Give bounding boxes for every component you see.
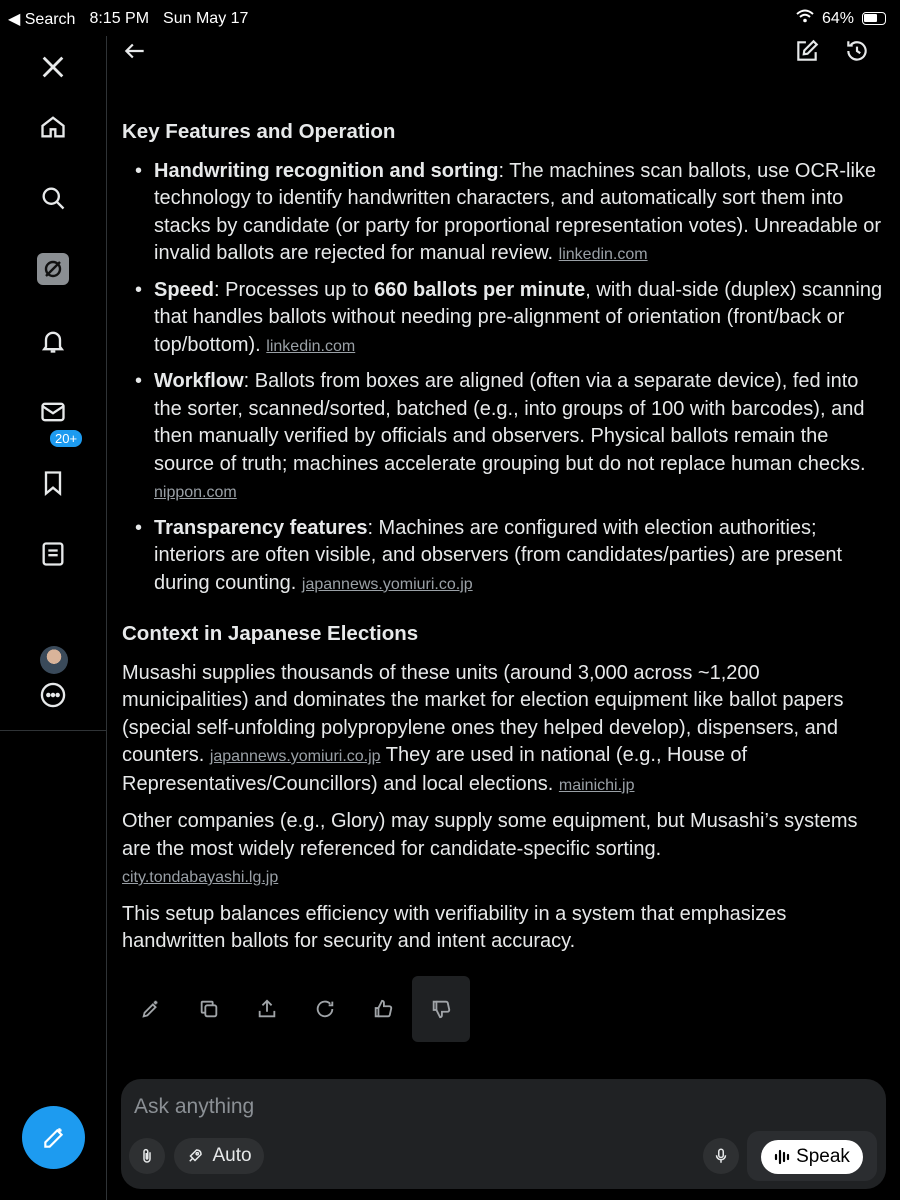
section-title: Key Features and Operation	[122, 120, 396, 143]
ask-composer	[121, 1079, 886, 1189]
voice-wave-icon	[774, 1148, 790, 1166]
rocket-icon	[186, 1147, 204, 1165]
list-item	[122, 158, 890, 269]
paragraph	[122, 808, 890, 892]
copy-icon[interactable]	[180, 976, 238, 1042]
grok-topbar	[108, 36, 900, 96]
citation-link[interactable]: japannews.yomiuri.co.jp	[209, 748, 381, 765]
grok-response	[122, 118, 890, 965]
new-chat-icon[interactable]	[794, 38, 826, 70]
bullet-highlight: 660 ballots per minute	[374, 278, 586, 301]
citation-link[interactable]: japannews.yomiuri.co.jp	[301, 575, 473, 593]
speak-button[interactable]	[761, 1140, 863, 1174]
battery-percent: 64%	[821, 9, 854, 27]
attach-button[interactable]	[129, 1138, 165, 1174]
home-icon[interactable]	[30, 104, 76, 150]
more-icon[interactable]	[30, 672, 76, 718]
share-icon[interactable]	[238, 976, 296, 1042]
bullet-text: : Ballots from boxes are aligned (often via a separate device), fed into the sorter, scanned/sorted, batched (e.g., into groups of 100 with barcodes), and then manually verified by officials and observers. Physical ballots remain the source of truth; machines accelerate grouping but do not replace human checks.	[154, 370, 866, 475]
microphone-icon	[712, 1147, 730, 1165]
citation-link[interactable]: linkedin.com	[266, 337, 356, 355]
citation-link[interactable]: nippon.com	[154, 484, 237, 501]
bullet-text: : The machines scan ballots, use OCR-like technology to identify handwritten characters, and automatically sort them into stacks by candidate (or party for proportional representation votes). Unreadable or invalid ballots are rejected for manual review.	[154, 159, 882, 264]
wifi-icon	[796, 9, 814, 28]
response-actions	[122, 976, 470, 1044]
paragraph-text: Other companies (e.g., Glory) may supply some equipment, but Musashi’s systems are the most widely referenced for candidate-specific sorting.	[122, 810, 858, 860]
sidebar-divider	[0, 730, 107, 731]
bookmarks-icon[interactable]	[30, 460, 76, 506]
compose-icon	[41, 1125, 67, 1151]
profile-avatar[interactable]	[40, 646, 68, 674]
regenerate-edit-icon[interactable]	[122, 976, 180, 1042]
mode-selector-button[interactable]	[174, 1138, 264, 1174]
paragraph-text: Musashi supplies thousands of these units (around 3,000 across ~1,200 municipalities) and dominates the market for election equipment like ballot papers (special self-unfolding polypropylene ones they helped develop), dispensers, and counters.	[122, 661, 844, 766]
lists-icon[interactable]	[30, 531, 76, 577]
mode-label: Auto	[212, 1145, 252, 1166]
battery-icon	[862, 12, 886, 25]
status-bar	[0, 0, 900, 36]
list-item	[122, 515, 890, 599]
speak-container	[747, 1131, 877, 1181]
sidebar	[0, 36, 107, 1200]
search-icon[interactable]	[30, 175, 76, 221]
back-arrow-icon[interactable]	[122, 38, 154, 70]
citation-link[interactable]: mainichi.jp	[558, 776, 635, 794]
notifications-icon[interactable]	[30, 318, 76, 364]
history-icon[interactable]	[844, 38, 876, 70]
compose-post-button[interactable]	[22, 1106, 85, 1169]
features-list	[122, 158, 890, 599]
status-date: Sun May 17	[163, 10, 249, 27]
ask-input[interactable]: Ask anything	[134, 1095, 255, 1118]
bullet-text: : Processes up to	[214, 278, 375, 301]
paragraph-text: They are used in national (e.g., House of Representatives/Councillors) and local elections.	[122, 744, 748, 795]
paperclip-icon	[138, 1147, 156, 1165]
paragraph: This setup balances efficiency with verifiability in a system that emphasizes handwritten ballots for security and intent accuracy.	[122, 902, 787, 952]
list-item	[122, 277, 890, 361]
bullet-text: : Machines are configured with election authorities; interiors are often visible, and observers (from candidates/parties) are present during counting.	[154, 516, 843, 594]
back-to-app[interactable]: ◀ Search	[8, 11, 76, 28]
citation-link[interactable]: linkedin.com	[558, 246, 648, 263]
grok-icon[interactable]	[30, 246, 76, 292]
thumbs-up-icon[interactable]	[354, 976, 412, 1042]
messages-badge: 20+	[48, 428, 84, 449]
refresh-icon[interactable]	[296, 976, 354, 1042]
bullet-heading: Speed	[154, 278, 215, 301]
paragraph	[122, 660, 890, 800]
microphone-button[interactable]	[703, 1138, 739, 1174]
speak-label: Speak	[796, 1146, 850, 1167]
list-item	[122, 368, 890, 507]
bullet-text: , with dual-side (duplex) scanning that handles ballots without needing pre-alignment of orientation (front/back or top/bottom).	[154, 278, 883, 356]
x-logo-icon[interactable]	[30, 44, 76, 90]
bullet-heading: Handwriting recognition and sorting	[154, 159, 499, 182]
section-title: Context in Japanese Elections	[122, 622, 419, 645]
status-time: 8:15 PM	[89, 10, 150, 27]
thumbs-down-icon[interactable]	[412, 976, 470, 1042]
citation-link[interactable]: city.tondabayashi.lg.jp	[122, 869, 279, 886]
bullet-heading: Transparency features	[154, 516, 368, 539]
bullet-heading: Workflow	[154, 370, 244, 392]
